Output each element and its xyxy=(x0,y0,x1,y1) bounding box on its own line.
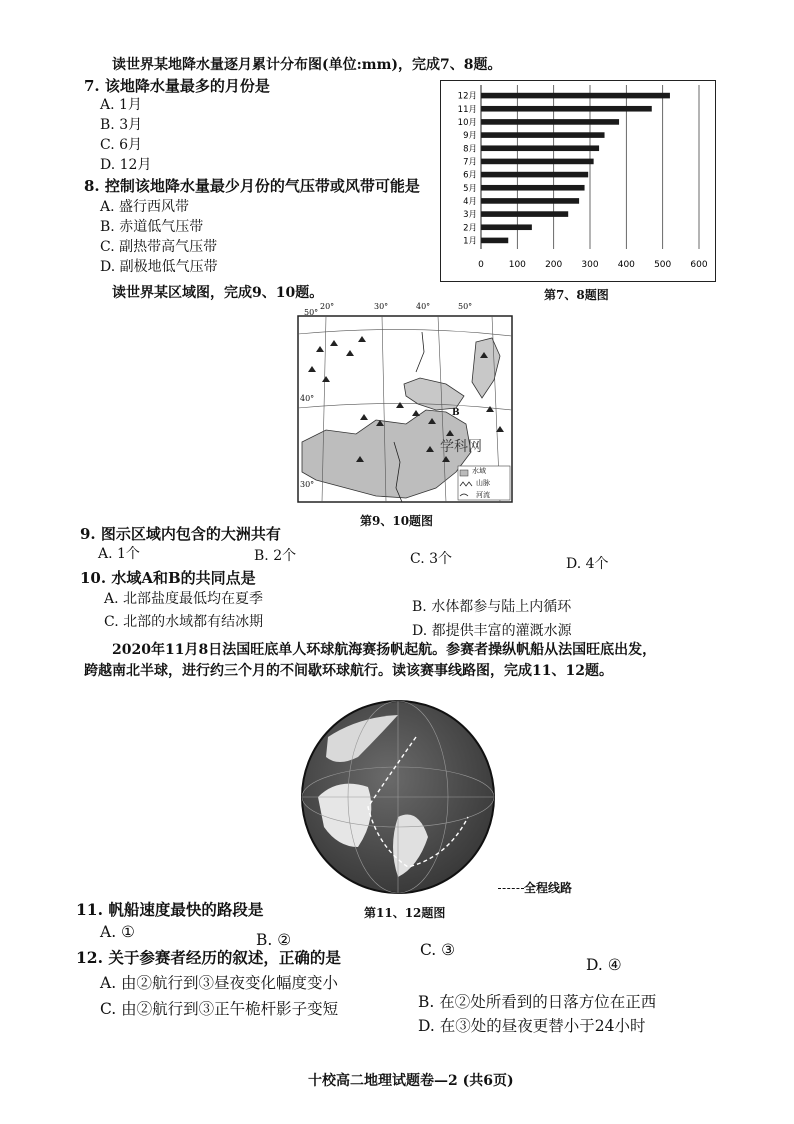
bar xyxy=(481,119,619,125)
q8-option-a[interactable]: A. 盛行西风带 xyxy=(100,199,190,215)
x-tick-label: 300 xyxy=(581,260,599,270)
q9-option-a[interactable]: A. 1个 xyxy=(98,546,140,562)
route-line-icon xyxy=(498,888,524,889)
globe-graphic xyxy=(298,697,498,897)
map-watermark: 学科网 xyxy=(440,439,482,455)
bar xyxy=(481,145,599,151)
caption-7-8: 第7、8题图 xyxy=(544,288,609,302)
map-lon-label-50: 50° xyxy=(458,302,473,311)
x-tick-label: 100 xyxy=(508,260,526,270)
map-lon-label-20: 20° xyxy=(320,302,335,311)
race-route-globe xyxy=(298,697,498,897)
q8-option-d[interactable]: D. 副极地低气压带 xyxy=(100,259,218,275)
intro-11-12-line2: 跨越南北半球，进行约三个月的不间歇环球航行。读该赛事线路图，完成11、12题。 xyxy=(84,663,613,679)
question-9-stem: 9. 图示区域内包含的大洲共有 xyxy=(80,525,281,543)
globe-legend xyxy=(498,879,572,896)
question-11-stem: 11. 帆船速度最快的路段是 xyxy=(76,900,264,919)
question-7-stem: 7. 该地降水量最多的月份是 xyxy=(84,77,270,95)
legend-river: 河流 xyxy=(476,491,490,499)
q9-option-b[interactable]: B. 2个 xyxy=(254,548,297,564)
map-lat-label-50: 50° xyxy=(304,308,319,317)
q9-option-c[interactable]: C. 3个 xyxy=(410,551,453,567)
precipitation-bar-chart xyxy=(441,81,715,281)
q10-option-c[interactable]: C. 北部的水域都有结冰期 xyxy=(104,614,264,630)
legend-water: 水域 xyxy=(472,467,486,475)
q8-option-b[interactable]: B. 赤道低气压带 xyxy=(100,219,204,235)
map-lon-label-30: 30° xyxy=(374,302,389,311)
map-point-b: B xyxy=(452,408,460,418)
category-label: 6月 xyxy=(463,170,477,181)
q7-option-a[interactable]: A. 1月 xyxy=(100,97,142,113)
q9-option-d[interactable]: D. 4个 xyxy=(566,556,609,572)
category-label: 12月 xyxy=(457,91,477,102)
q10-option-a[interactable]: A. 北部盐度最低均在夏季 xyxy=(104,591,264,607)
bar xyxy=(481,238,508,244)
q12-option-d[interactable]: D. 在③处的昼夜更替小于24小时 xyxy=(418,1017,646,1035)
region-map xyxy=(296,302,516,508)
bar xyxy=(481,185,585,191)
precipitation-chart xyxy=(440,80,716,282)
legend-mountain: 山脉 xyxy=(476,479,490,487)
question-12-stem: 12. 关于参赛者经历的叙述，正确的是 xyxy=(76,948,341,967)
category-label: 5月 xyxy=(463,183,477,194)
q7-option-b[interactable]: B. 3月 xyxy=(100,117,143,133)
q12-option-b[interactable]: B. 在②处所看到的日落方位在正西 xyxy=(418,993,657,1011)
bar xyxy=(481,172,588,178)
q7-option-c[interactable]: C. 6月 xyxy=(100,137,143,153)
x-tick-label: 400 xyxy=(617,260,635,270)
category-label: 7月 xyxy=(463,157,477,168)
category-label: 1月 xyxy=(463,236,477,247)
x-tick-label: 200 xyxy=(545,260,563,270)
q8-option-c[interactable]: C. 副热带高气压带 xyxy=(100,239,218,255)
category-label: 9月 xyxy=(463,131,477,142)
bar xyxy=(481,198,579,204)
category-label: 11月 xyxy=(457,104,477,115)
bar xyxy=(481,159,594,165)
caption-11-12: 第11、12题图 xyxy=(364,906,446,920)
page-footer: 十校高二地理试题卷—2 (共6页) xyxy=(308,1073,514,1089)
bar xyxy=(481,106,652,112)
q11-option-c[interactable]: C. ③ xyxy=(420,941,456,959)
q11-option-a[interactable]: A. ① xyxy=(100,923,135,941)
question-10-stem: 10. 水域A和B的共同点是 xyxy=(80,569,256,587)
q12-option-c[interactable]: C. 由②航行到③正午桅杆影子变短 xyxy=(100,1000,339,1018)
q11-option-d[interactable]: D. ④ xyxy=(586,956,622,974)
bar xyxy=(481,224,532,230)
category-label: 10月 xyxy=(457,117,477,128)
q10-option-d[interactable]: D. 都提供丰富的灌溉水源 xyxy=(412,623,572,639)
q11-option-b[interactable]: B. ② xyxy=(256,931,292,949)
category-label: 3月 xyxy=(463,210,477,221)
category-label: 8月 xyxy=(463,144,477,155)
x-tick-label: 600 xyxy=(690,260,708,270)
x-tick-label: 500 xyxy=(654,260,672,270)
globe-legend-label: 全程线路 xyxy=(524,881,573,895)
bar xyxy=(481,132,605,138)
intro-7-8: 读世界某地降水量逐月累计分布图(单位:mm)，完成7、8题。 xyxy=(112,57,502,73)
bar xyxy=(481,211,568,217)
intro-11-12-line1: 2020年11月8日法国旺底单人环球航海赛扬帆起航。参赛者操纵帆船从法国旺底出发， xyxy=(112,642,657,658)
x-tick-label: 0 xyxy=(478,260,484,270)
intro-9-10: 读世界某区域图，完成9、10题。 xyxy=(112,285,324,301)
map-lat-label-30: 30° xyxy=(300,480,315,489)
caption-9-10: 第9、10题图 xyxy=(360,514,434,528)
category-label: 2月 xyxy=(463,223,477,234)
q10-option-b[interactable]: B. 水体都参与陆上内循环 xyxy=(412,599,572,615)
map-lat-label-40: 40° xyxy=(300,394,315,403)
question-8-stem: 8. 控制该地降水量最少月份的气压带或风带可能是 xyxy=(84,177,420,195)
q7-option-d[interactable]: D. 12月 xyxy=(100,157,152,173)
category-label: 4月 xyxy=(463,196,477,207)
q12-option-a[interactable]: A. 由②航行到③昼夜变化幅度变小 xyxy=(100,974,339,992)
bar xyxy=(481,93,670,99)
map-lon-label-40: 40° xyxy=(416,302,431,311)
